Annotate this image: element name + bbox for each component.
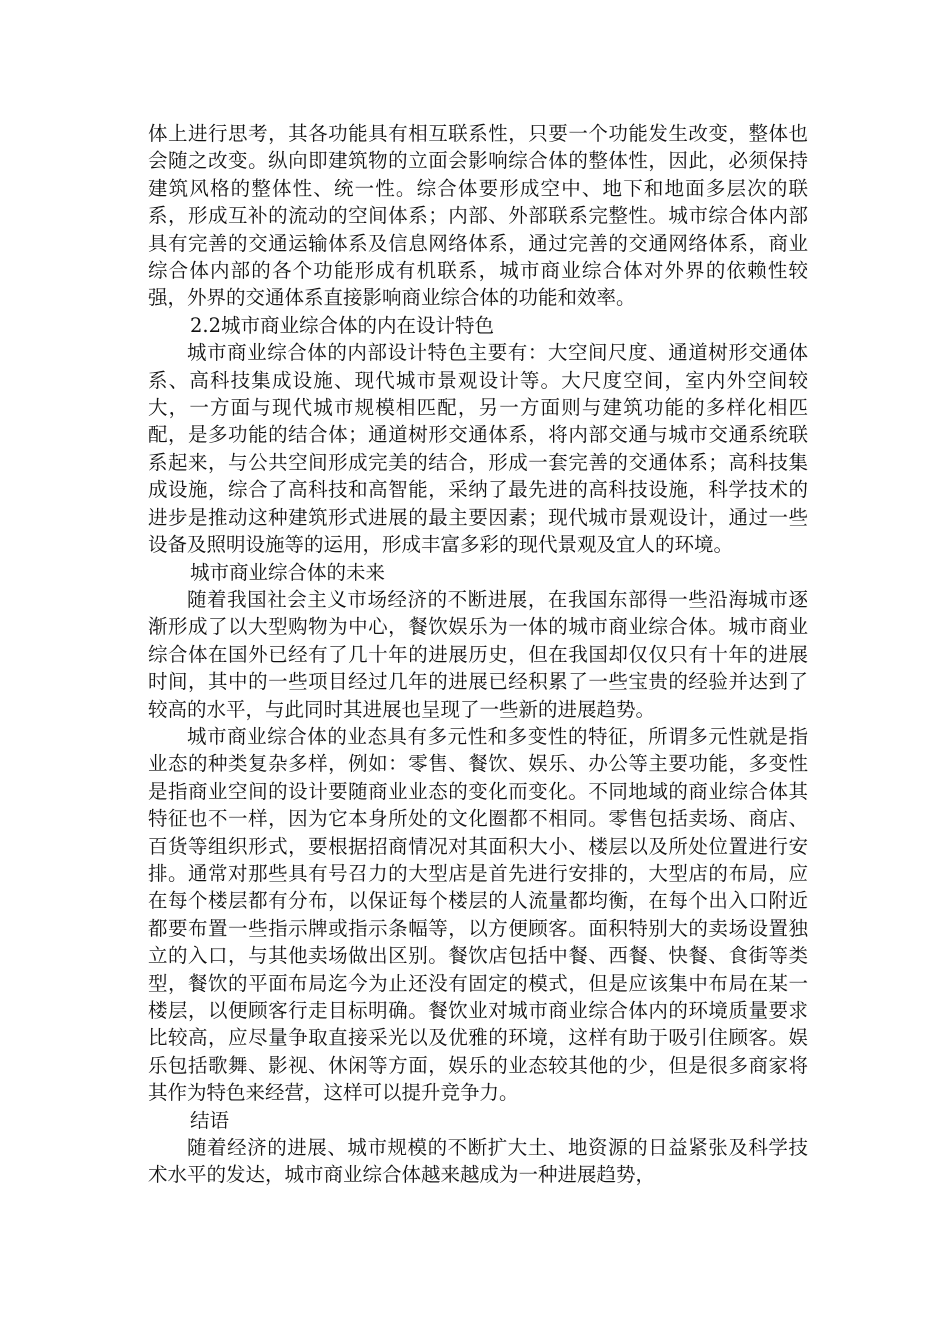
section-heading-design-features: 2.2城市商业综合体的内在设计特色 xyxy=(190,313,495,337)
body-paragraph-business-formats: 城市商业综合体的业态具有多元性和多变性的特征，所谓多元性就是指业态的种类复杂多样，例如：零售、餐饮、娱乐、办公等主要功能，多变性是指商业空间的设计要随商业业态的变化而变化。不同地域的商业综合体其特征也不一样，因为它本身所处的文化圈都不相同。零售包括卖场、商店、百货等组织形式，要根据招商情况对其面积大小、楼层以及所处位置进行安排。通常对那些具有号召力的大型店是首先进行安排的，大型店的布局，应在每个楼层都有分布，以保证每个楼层的人流量都均衡，在每个出入口附近都要布置一些指示牌或指示条幅等，以方便顾客。面积特别大的卖场设置独立的入口，与其他卖场做出区别。餐饮店包括中餐、西餐、快餐、食街等类型，餐饮的平面布局迄今为止还没有固定的模式，但是应该集中布局在某一楼层，以便顾客行走目标明确。餐饮业对城市商业综合体内的环境质量要求比较高，应尽量争取直接采光以及优雅的环境，这样有助于吸引住顾客。娱乐包括歌舞、影视、休闲等方面，娱乐的业态较其他的少，但是很多商家将其作为特色来经营，这样可以提升竞争力。 xyxy=(148,724,808,1105)
section-heading-conclusion: 结语 xyxy=(190,1108,230,1132)
document-page xyxy=(148,120,808,1189)
body-paragraph-design-features: 城市商业综合体的内部设计特色主要有：大空间尺度、通道树形交通体系、高科技集成设施、现代城市景观设计等。大尺度空间，室内外空间较大，一方面与现代城市规模相匹配，另一方面则与建筑功能的多样化相匹配，是多功能的结合体；通道树形交通体系，将内部交通与城市交通系统联系起来，与公共空间形成完美的结合，形成一套完善的交通体系；高科技集成设施，综合了高科技和高智能，采纳了最先进的高科技设施，科学技术的进步是推动这种建筑形式进展的最主要因素；现代城市景观设计，通过一些设备及照明设施等的运用，形成丰富多彩的现代景观及宜人的环境。 xyxy=(148,341,808,557)
body-paragraph-conclusion: 随着经济的进展、城市规模的不断扩大土、地资源的日益紧张及科学技术水平的发达，城市商业综合体越来越成为一种进展趋势， xyxy=(148,1136,808,1187)
continuation-paragraph: 体上进行思考，其各功能具有相互联系性，只要一个功能发生改变，整体也会随之改变。纵向即建筑物的立面会影响综合体的整体性，因此，必须保持建筑风格的整体性、统一性。综合体要形成空中、地下和地面多层次的联系，形成互补的流动的空间体系；内部、外部联系完整性。城市综合体内部具有完善的交通运输体系及信息网络体系，通过完善的交通网络体系，商业综合体内部的各个功能形成有机联系，城市商业综合体对外界的依赖性较强，外界的交通体系直接影响商业综合体的功能和效率。 xyxy=(148,122,808,310)
body-paragraph-future-intro: 随着我国社会主义市场经济的不断进展，在我国东部得一些沿海城市逐渐形成了以大型购物为中心，餐饮娱乐为一体的城市商业综合体。城市商业综合体在国外已经有了几十年的进展历史，但在我国却仅仅只有十年的进展时间，其中的一些项目经过几年的进展已经积累了一些宝贵的经验并达到了较高的水平，与此同时其进展也呈现了一些新的进展趋势。 xyxy=(148,587,808,721)
section-heading-future: 城市商业综合体的未来 xyxy=(190,560,386,584)
